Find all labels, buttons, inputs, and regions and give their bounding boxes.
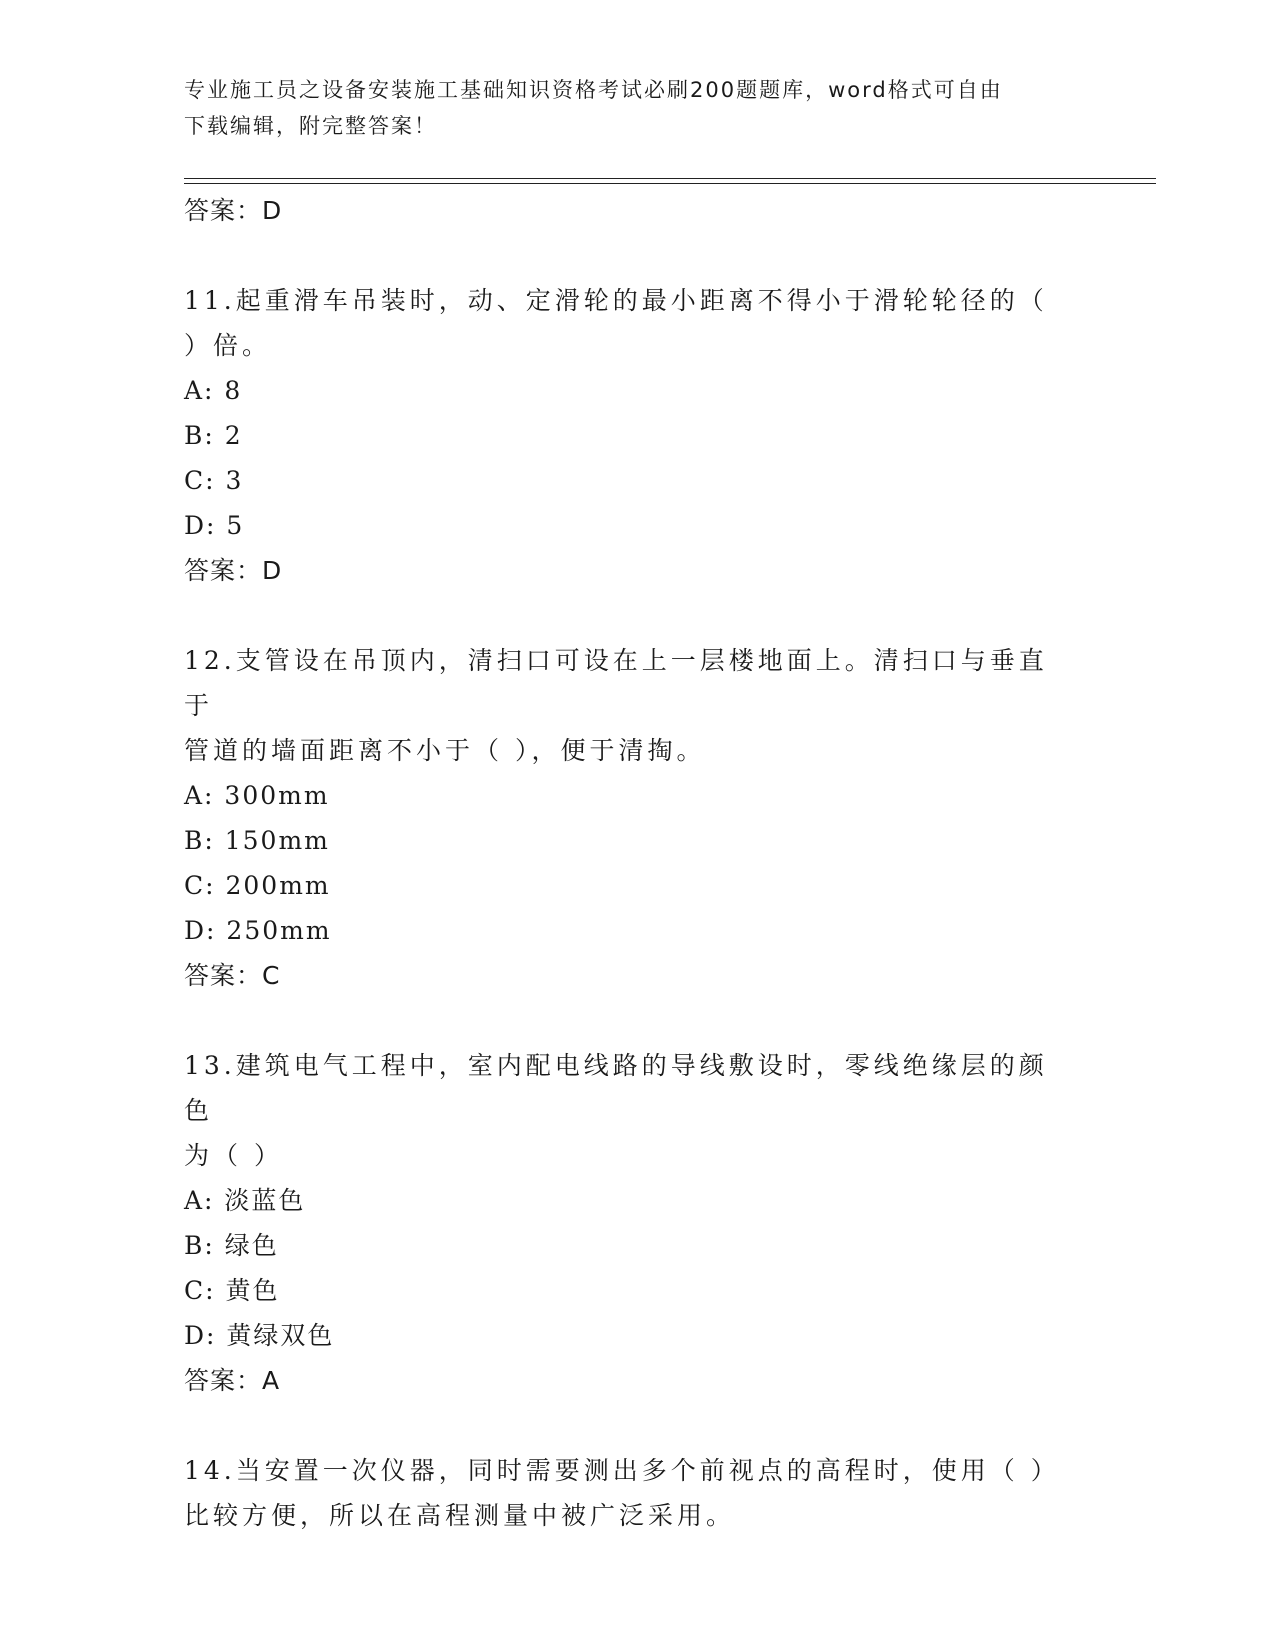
question-text-line-2: 管道的墙面距离不小于（ ），便于清掏。 — [184, 736, 706, 765]
question-text-line-1: 12.支管设在吊顶内，清扫口可设在上一层楼地面上。清扫口与垂直于 — [184, 646, 1048, 720]
option-c: C: 黄色 — [184, 1276, 280, 1305]
option-a: A: 淡蓝色 — [184, 1186, 306, 1215]
option-a: A: 300mm — [184, 781, 330, 810]
document-header — [184, 72, 1054, 144]
question-text — [184, 1043, 1064, 1178]
question-text — [184, 1448, 1064, 1538]
header-divider-top — [184, 178, 1156, 179]
header-title-line-2: 下载编辑，附完整答案！ — [184, 114, 437, 138]
header-title-line-1: 专业施工员之设备安装施工基础知识资格考试必刷200题题库，word格式可自由 — [184, 78, 1003, 102]
question-text-line-2: 为（ ） — [184, 1141, 283, 1170]
question-block-13 — [184, 1043, 1084, 1404]
question-block-14 — [184, 1448, 1084, 1538]
previous-answer: 答案：D — [184, 196, 283, 225]
question-block-12 — [184, 638, 1084, 999]
option-d: D: 5 — [184, 511, 245, 540]
option-d: D: 黄绿双色 — [184, 1321, 335, 1350]
answer-text: 答案：A — [184, 1366, 281, 1395]
question-text-line-2: ）倍。 — [184, 331, 272, 360]
question-text — [184, 638, 1064, 773]
option-c: C: 200mm — [184, 871, 331, 900]
option-b: B: 绿色 — [184, 1231, 279, 1260]
question-text-line-1: 11.起重滑车吊装时，动、定滑轮的最小距离不得小于滑轮轮径的（ — [184, 286, 1048, 315]
header-divider-bottom — [184, 183, 1156, 184]
question-text-line-2: 比较方便，所以在高程测量中被广泛采用。 — [184, 1501, 736, 1530]
question-block-11 — [184, 278, 1084, 594]
option-b: B: 2 — [184, 421, 243, 450]
answer-text: 答案：C — [184, 961, 281, 990]
question-list — [184, 188, 1084, 1538]
option-d: D: 250mm — [184, 916, 332, 945]
question-text-line-1: 14.当安置一次仪器，同时需要测出多个前视点的高程时，使用（ ） — [184, 1456, 1060, 1485]
option-a: A: 8 — [184, 376, 243, 405]
option-c: C: 3 — [184, 466, 244, 495]
question-text — [184, 278, 1064, 368]
question-text-line-1: 13.建筑电气工程中，室内配电线路的导线敷设时，零线绝缘层的颜色 — [184, 1051, 1048, 1125]
option-b: B: 150mm — [184, 826, 330, 855]
answer-text: 答案：D — [184, 556, 283, 585]
